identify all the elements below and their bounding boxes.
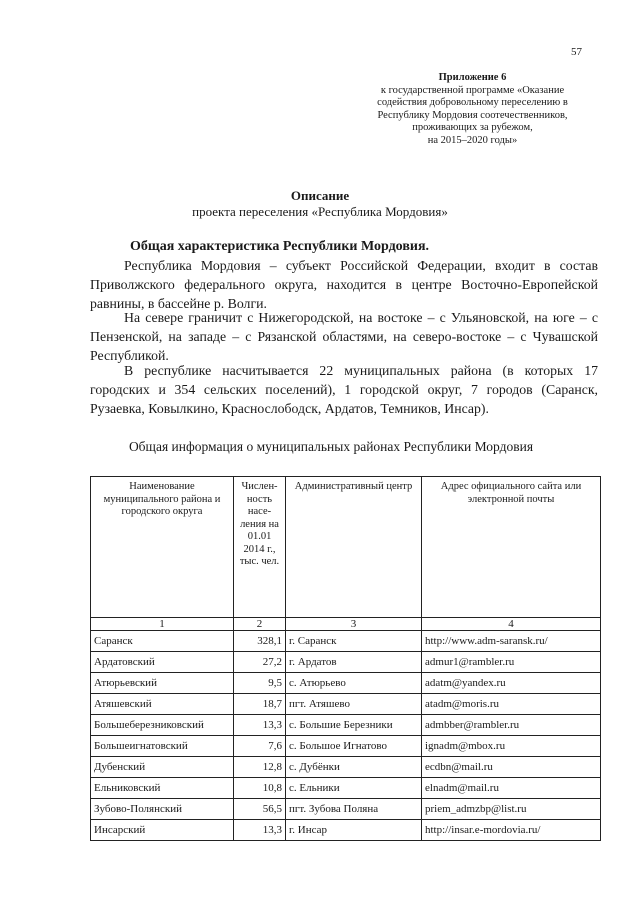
contact-address: atadm@moris.ru: [422, 694, 601, 715]
population-value: 10,8: [234, 778, 286, 799]
appendix-line: к государственной программе «Оказание: [380, 84, 565, 96]
population-value: 12,8: [234, 757, 286, 778]
column-number: 2: [234, 618, 286, 631]
page-number: 57: [571, 46, 582, 58]
document-title: Описание: [290, 188, 350, 203]
population-value: 18,7: [234, 694, 286, 715]
column-number-row: [91, 618, 601, 631]
contact-address: ignadm@mbox.ru: [422, 736, 601, 757]
table-row: [91, 631, 601, 652]
districts-table: [90, 476, 601, 841]
admin-center: с. Атюрьево: [286, 673, 422, 694]
column-number: 3: [286, 618, 422, 631]
table-row: [91, 673, 601, 694]
table-row: [91, 778, 601, 799]
appendix-block: [350, 72, 595, 147]
admin-center: пгт. Атяшево: [286, 694, 422, 715]
district-name: Атяшевский: [91, 694, 234, 715]
admin-center: с. Дубёнки: [286, 757, 422, 778]
population-value: 7,6: [234, 736, 286, 757]
table-row: [91, 799, 601, 820]
appendix-line: проживающих за рубежом,: [412, 122, 533, 133]
district-name: Атюрьевский: [91, 673, 234, 694]
population-value: 328,1: [234, 631, 286, 652]
contact-address: priem_admzbp@list.ru: [422, 799, 601, 820]
table-header-row: [91, 477, 601, 618]
header-population: Числен-ность насе-ления на 01.01 2014 г., тыс. чел.: [234, 477, 286, 618]
district-name: Зубово-Полянский: [91, 799, 234, 820]
appendix-heading: Приложение 6: [438, 72, 507, 83]
district-name: Большеигнатовский: [91, 736, 234, 757]
appendix-line: содействия добровольному переселению в: [377, 97, 568, 108]
district-name: Ардатовский: [91, 652, 234, 673]
paragraph-borders: На севере граничит с Нижегородской, на востоке – с Ульяновской, на юге – с Пензенской, на западе – с Рязанской областями, на северо-востоке – с Чувашской Республикой.: [90, 310, 598, 363]
contact-address: elnadm@mail.ru: [422, 778, 601, 799]
district-name: Ельниковский: [91, 778, 234, 799]
table-row: [91, 715, 601, 736]
contact-address: http://insar.e-mordovia.ru/: [422, 820, 601, 841]
district-name: Дубенский: [91, 757, 234, 778]
district-name: Инсарский: [91, 820, 234, 841]
contact-address: ecdbn@mail.ru: [422, 757, 601, 778]
section-heading: Общая характеристика Республики Мордовия.: [130, 239, 430, 254]
table-row: [91, 757, 601, 778]
contact-address: adatm@yandex.ru: [422, 673, 601, 694]
contact-address: http://www.adm-saransk.ru/: [422, 631, 601, 652]
table-row: [91, 736, 601, 757]
paragraph-municipalities: В республике насчитывается 22 муниципальных района (в которых 17 городских и 354 сельских поселений), 1 городской округ, 7 городов (Саранск, Рузаевка, Ковылкино, Краснослободск, Ардатов, Темников, Инсар).: [90, 363, 598, 416]
population-value: 13,3: [234, 715, 286, 736]
admin-center: г. Ардатов: [286, 652, 422, 673]
contact-address: admur1@rambler.ru: [422, 652, 601, 673]
header-district-name: Наименование муниципального района и городского округа: [91, 477, 234, 618]
district-name: Саранск: [91, 631, 234, 652]
header-admin-center: Административный центр: [286, 477, 422, 618]
paragraph-overview: Республика Мордовия – субъект Российской Федерации, входит в состав Приволжского федерального округа, находится в центре Восточно-Европейской равнины, в бассейне р. Волги.: [90, 258, 598, 311]
table-caption: Общая информация о муниципальных районах Республики Мордовия: [128, 439, 534, 454]
admin-center: г. Инсар: [286, 820, 422, 841]
admin-center: г. Саранск: [286, 631, 422, 652]
table-row: [91, 820, 601, 841]
header-website-email: Адрес официального сайта или электронной почты: [422, 477, 601, 618]
population-value: 13,3: [234, 820, 286, 841]
admin-center: с. Большие Березники: [286, 715, 422, 736]
table-row: [91, 652, 601, 673]
district-name: Большеберезниковский: [91, 715, 234, 736]
appendix-line: на 2015–2020 годы»: [427, 134, 518, 146]
admin-center: с. Большое Игнатово: [286, 736, 422, 757]
column-number: 1: [91, 618, 234, 631]
population-value: 56,5: [234, 799, 286, 820]
contact-address: admbber@rambler.ru: [422, 715, 601, 736]
table-row: [91, 694, 601, 715]
document-subtitle: проекта переселения «Республика Мордовия»: [192, 204, 448, 219]
population-value: 9,5: [234, 673, 286, 694]
admin-center: пгт. Зубова Поляна: [286, 799, 422, 820]
population-value: 27,2: [234, 652, 286, 673]
admin-center: с. Ельники: [286, 778, 422, 799]
appendix-line: Республику Мордовия соотечественников,: [377, 109, 568, 121]
column-number: 4: [422, 618, 601, 631]
